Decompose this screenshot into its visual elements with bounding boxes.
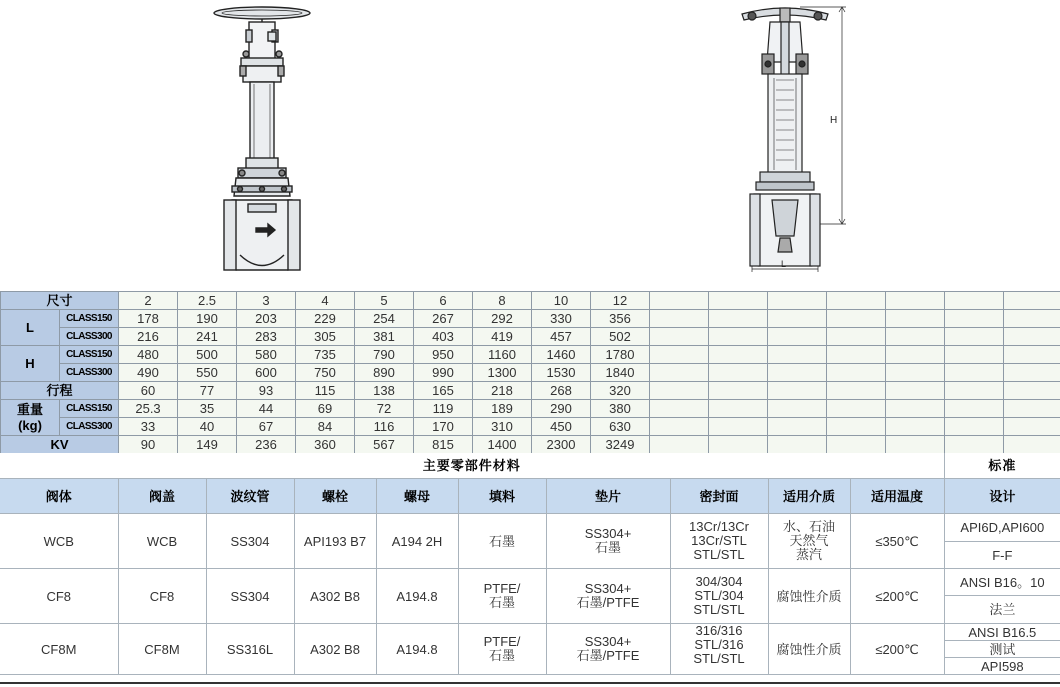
value-cell: 950: [414, 346, 473, 364]
applicable-temperature: ≤350℃: [850, 514, 944, 569]
nut-material: A194 2H: [376, 514, 458, 569]
size-cell: 12: [591, 292, 650, 310]
value-cell: 189: [473, 400, 532, 418]
body-material: CF8: [0, 569, 118, 624]
bolt-material: A302 B8: [294, 624, 376, 675]
value-cell: 990: [414, 364, 473, 382]
materials-table: [0, 453, 1060, 675]
standard-cell: ANSI B16.5: [944, 624, 1060, 641]
standard-cell: F-F: [944, 542, 1060, 569]
empty-cell: [886, 364, 945, 382]
empty-cell: [886, 418, 945, 436]
header-design: 设计: [944, 479, 1060, 514]
value-cell: 40: [178, 418, 237, 436]
header-medium: 适用介质: [768, 479, 850, 514]
seal-face-material: [670, 514, 768, 569]
packing-line: PTFE/: [483, 581, 521, 596]
value-cell: 457: [532, 328, 591, 346]
value-cell: 203: [237, 310, 296, 328]
value-cell: 218: [473, 382, 532, 400]
empty-cell: [945, 436, 1004, 454]
value-cell: 25.3: [119, 400, 178, 418]
seal-line: STL/316: [694, 637, 744, 652]
dim-h-label: H: [830, 115, 838, 126]
empty-cell: [1004, 292, 1060, 310]
empty-cell: [827, 364, 886, 382]
bonnet-material: WCB: [118, 514, 206, 569]
value-cell: 550: [178, 364, 237, 382]
size-cell: 8: [473, 292, 532, 310]
empty-cell: [1004, 346, 1060, 364]
value-cell: 1840: [591, 364, 650, 382]
empty-cell: [886, 400, 945, 418]
empty-cell: [1004, 310, 1060, 328]
class300-label: CLASS300: [60, 328, 119, 346]
empty-cell: [1004, 436, 1060, 454]
value-cell: 1780: [591, 346, 650, 364]
w150-row: [1, 400, 1060, 418]
dimension-table: [0, 291, 1060, 454]
weight-unit-label: (kg): [18, 417, 42, 433]
value-cell: 500: [178, 346, 237, 364]
value-cell: 60: [119, 382, 178, 400]
empty-cell: [768, 418, 827, 436]
size-cell: 10: [532, 292, 591, 310]
bolt-material: API193 B7: [294, 514, 376, 569]
seal-line: 304/304: [695, 574, 743, 589]
value-cell: 69: [296, 400, 355, 418]
empty-cell: [709, 400, 768, 418]
value-cell: 1530: [532, 364, 591, 382]
h300-row: [1, 364, 1060, 382]
value-cell: 268: [532, 382, 591, 400]
value-cell: 116: [355, 418, 414, 436]
h-label: H: [1, 346, 60, 382]
value-cell: 190: [178, 310, 237, 328]
packing-line: 石墨: [488, 648, 515, 663]
packing-material: [458, 569, 546, 624]
empty-cell: [768, 436, 827, 454]
empty-cell: [945, 400, 1004, 418]
value-cell: 44: [237, 400, 296, 418]
empty-cell: [709, 346, 768, 364]
header-seal-face: 密封面: [670, 479, 768, 514]
header-body: 阀体: [0, 479, 118, 514]
value-cell: 750: [296, 364, 355, 382]
bottom-rule: [0, 682, 1060, 684]
empty-cell: [886, 328, 945, 346]
standard-title: 标准: [944, 453, 1060, 479]
value-cell: 236: [237, 436, 296, 454]
empty-cell: [650, 436, 709, 454]
value-cell: 356: [591, 310, 650, 328]
size-label: 尺寸: [1, 292, 119, 310]
empty-cell: [886, 382, 945, 400]
seal-face-material: [670, 569, 768, 624]
empty-cell: [827, 436, 886, 454]
empty-cell: [768, 382, 827, 400]
valve-exterior-drawing: [214, 7, 310, 270]
empty-cell: [650, 400, 709, 418]
size-cell: 2: [119, 292, 178, 310]
seal-line: STL/304: [694, 588, 744, 603]
medium-line: 蒸汽: [795, 547, 822, 562]
empty-cell: [709, 364, 768, 382]
empty-cell: [709, 382, 768, 400]
value-cell: 90: [119, 436, 178, 454]
value-cell: 292: [473, 310, 532, 328]
medium-line: 天然气: [789, 533, 829, 548]
value-cell: 381: [355, 328, 414, 346]
empty-cell: [768, 364, 827, 382]
empty-cell: [827, 418, 886, 436]
class150-label: CLASS150: [60, 400, 119, 418]
value-cell: 735: [296, 346, 355, 364]
value-cell: 1460: [532, 346, 591, 364]
empty-cell: [709, 436, 768, 454]
empty-cell: [768, 310, 827, 328]
class150-label: CLASS150: [60, 310, 119, 328]
empty-cell: [768, 346, 827, 364]
seal-line: STL/STL: [693, 547, 745, 562]
size-cell: 4: [296, 292, 355, 310]
standard-cell: 测试: [944, 641, 1060, 658]
size-cell: 2.5: [178, 292, 237, 310]
l-label: L: [1, 310, 60, 346]
value-cell: 254: [355, 310, 414, 328]
standard-cell: API598: [944, 658, 1060, 675]
empty-cell: [1004, 382, 1060, 400]
header-bellows: 波纹管: [206, 479, 294, 514]
value-cell: 567: [355, 436, 414, 454]
gasket-line: 石墨: [594, 540, 621, 555]
bellows-material: SS304: [206, 569, 294, 624]
material-row-wcb: [0, 514, 1060, 542]
empty-cell: [650, 364, 709, 382]
size-row: [1, 292, 1060, 310]
valve-drawings: [0, 0, 1060, 288]
value-cell: 480: [119, 346, 178, 364]
empty-cell: [827, 310, 886, 328]
w300-row: [1, 418, 1060, 436]
gasket-material: [546, 514, 670, 569]
value-cell: 310: [473, 418, 532, 436]
value-cell: 267: [414, 310, 473, 328]
body-material: WCB: [0, 514, 118, 569]
value-cell: 115: [296, 382, 355, 400]
value-cell: 380: [591, 400, 650, 418]
value-cell: 138: [355, 382, 414, 400]
stroke-row: [1, 382, 1060, 400]
empty-cell: [945, 328, 1004, 346]
empty-cell: [886, 436, 945, 454]
value-cell: 330: [532, 310, 591, 328]
value-cell: 3249: [591, 436, 650, 454]
empty-cell: [768, 400, 827, 418]
empty-cell: [945, 418, 1004, 436]
empty-cell: [1004, 328, 1060, 346]
value-cell: 119: [414, 400, 473, 418]
gasket-line: SS304+: [584, 526, 632, 541]
packing-line: 石墨: [488, 595, 515, 610]
applicable-temperature: ≤200℃: [850, 624, 944, 675]
applicable-medium: 腐蚀性介质: [768, 624, 850, 675]
empty-cell: [650, 382, 709, 400]
seal-line: 316/316: [695, 623, 743, 638]
value-cell: 450: [532, 418, 591, 436]
empty-cell: [709, 418, 768, 436]
packing-material: [458, 624, 546, 675]
empty-cell: [827, 328, 886, 346]
gasket-material: [546, 624, 670, 675]
value-cell: 93: [237, 382, 296, 400]
bonnet-material: CF8M: [118, 624, 206, 675]
body-material: CF8M: [0, 624, 118, 675]
value-cell: 815: [414, 436, 473, 454]
bellows-material: SS316L: [206, 624, 294, 675]
value-cell: 72: [355, 400, 414, 418]
empty-cell: [945, 364, 1004, 382]
empty-cell: [945, 310, 1004, 328]
standard-cell: API6D,API600: [944, 514, 1060, 542]
value-cell: 630: [591, 418, 650, 436]
gasket-line: 石墨/PTFE: [576, 648, 640, 663]
empty-cell: [886, 346, 945, 364]
applicable-medium: [768, 514, 850, 569]
value-cell: 33: [119, 418, 178, 436]
header-bonnet: 阀盖: [118, 479, 206, 514]
value-cell: 77: [178, 382, 237, 400]
materials-title: 主要零部件材料: [0, 453, 944, 479]
value-cell: 1160: [473, 346, 532, 364]
value-cell: 360: [296, 436, 355, 454]
value-cell: 490: [119, 364, 178, 382]
empty-cell: [650, 418, 709, 436]
empty-cell: [886, 310, 945, 328]
header-bolt: 螺栓: [294, 479, 376, 514]
value-cell: 320: [591, 382, 650, 400]
value-cell: 165: [414, 382, 473, 400]
value-cell: 241: [178, 328, 237, 346]
gasket-line: SS304+: [584, 634, 632, 649]
kv-row: [1, 436, 1060, 454]
empty-cell: [709, 292, 768, 310]
value-cell: 84: [296, 418, 355, 436]
value-cell: 35: [178, 400, 237, 418]
gasket-line: SS304+: [584, 581, 632, 596]
value-cell: 790: [355, 346, 414, 364]
empty-cell: [768, 292, 827, 310]
empty-cell: [1004, 418, 1060, 436]
value-cell: 305: [296, 328, 355, 346]
empty-cell: [709, 328, 768, 346]
seal-line: 13Cr/STL: [691, 533, 747, 548]
seal-line: STL/STL: [693, 602, 745, 617]
empty-cell: [827, 346, 886, 364]
empty-cell: [650, 328, 709, 346]
seal-line: STL/STL: [693, 651, 745, 666]
value-cell: 170: [414, 418, 473, 436]
seal-line: 13Cr/13Cr: [689, 519, 749, 534]
size-cell: 5: [355, 292, 414, 310]
weight-label-line: 重量: [16, 401, 43, 417]
value-cell: 178: [119, 310, 178, 328]
empty-cell: [827, 400, 886, 418]
size-cell: 6: [414, 292, 473, 310]
header-nut: 螺母: [376, 479, 458, 514]
value-cell: 580: [237, 346, 296, 364]
material-row-cf8m: [0, 624, 1060, 641]
empty-cell: [945, 346, 1004, 364]
value-cell: 600: [237, 364, 296, 382]
l300-row: [1, 328, 1060, 346]
material-row-cf8: [0, 569, 1060, 596]
empty-cell: [768, 328, 827, 346]
header-gasket: 垫片: [546, 479, 670, 514]
stroke-label: 行程: [1, 382, 119, 400]
nut-material: A194.8: [376, 624, 458, 675]
empty-cell: [945, 382, 1004, 400]
empty-cell: [1004, 364, 1060, 382]
value-cell: 149: [178, 436, 237, 454]
valve-section-drawing: [742, 7, 846, 272]
value-cell: 290: [532, 400, 591, 418]
empty-cell: [945, 292, 1004, 310]
weight-label: [1, 400, 60, 436]
value-cell: 1300: [473, 364, 532, 382]
empty-cell: [886, 292, 945, 310]
value-cell: 419: [473, 328, 532, 346]
value-cell: 283: [237, 328, 296, 346]
empty-cell: [827, 292, 886, 310]
empty-cell: [650, 310, 709, 328]
applicable-medium: 腐蚀性介质: [768, 569, 850, 624]
class300-label: CLASS300: [60, 418, 119, 436]
empty-cell: [650, 346, 709, 364]
bolt-material: A302 B8: [294, 569, 376, 624]
empty-cell: [709, 310, 768, 328]
materials-header-row: [0, 479, 1060, 514]
nut-material: A194.8: [376, 569, 458, 624]
value-cell: 229: [296, 310, 355, 328]
value-cell: 2300: [532, 436, 591, 454]
value-cell: 1400: [473, 436, 532, 454]
header-packing: 填料: [458, 479, 546, 514]
standard-cell: ANSI B16。10: [944, 569, 1060, 596]
packing-line: PTFE/: [483, 634, 521, 649]
empty-cell: [1004, 400, 1060, 418]
l150-row: [1, 310, 1060, 328]
medium-line: 水、石油: [782, 519, 835, 534]
class300-label: CLASS300: [60, 364, 119, 382]
kv-label: KV: [1, 436, 119, 454]
value-cell: 403: [414, 328, 473, 346]
materials-title-row: [0, 453, 1060, 479]
applicable-temperature: ≤200℃: [850, 569, 944, 624]
bellows-material: SS304: [206, 514, 294, 569]
value-cell: 216: [119, 328, 178, 346]
dim-l-label: L: [781, 259, 787, 269]
standard-cell: 法兰: [944, 596, 1060, 624]
packing-material: 石墨: [458, 514, 546, 569]
bonnet-material: CF8: [118, 569, 206, 624]
size-cell: 3: [237, 292, 296, 310]
h150-row: [1, 346, 1060, 364]
class150-label: CLASS150: [60, 346, 119, 364]
gasket-line: 石墨/PTFE: [576, 595, 640, 610]
header-temperature: 适用温度: [850, 479, 944, 514]
value-cell: 502: [591, 328, 650, 346]
gasket-material: [546, 569, 670, 624]
empty-cell: [827, 382, 886, 400]
value-cell: 890: [355, 364, 414, 382]
empty-cell: [650, 292, 709, 310]
seal-face-material: [670, 624, 768, 675]
value-cell: 67: [237, 418, 296, 436]
